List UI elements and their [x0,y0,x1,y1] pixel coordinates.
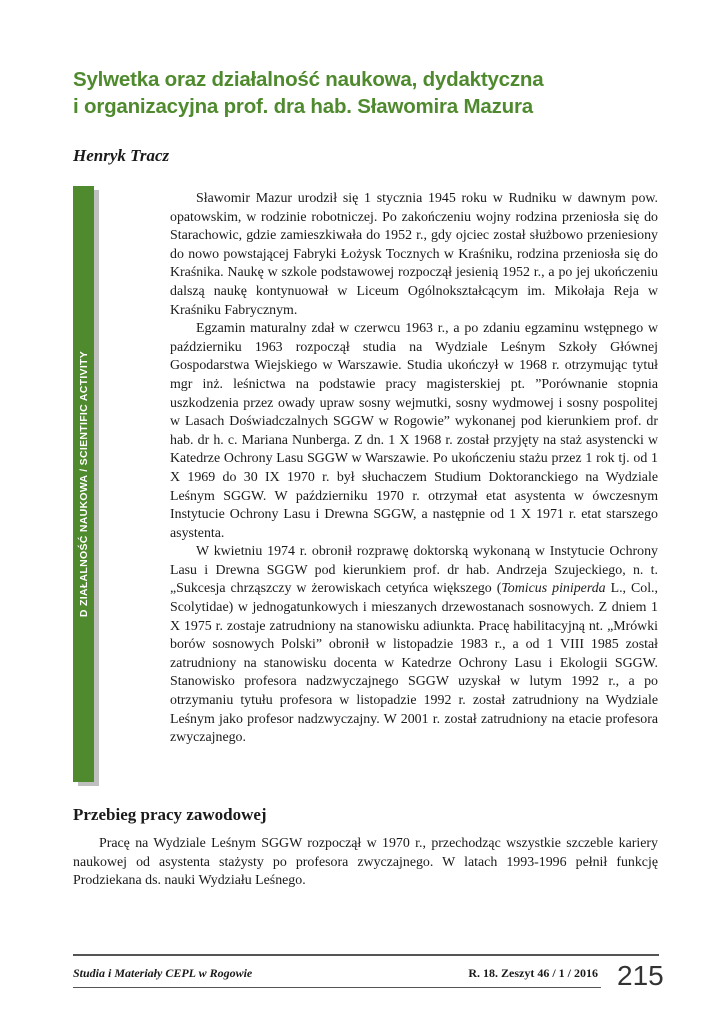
journal-name: Studia i Materiały CEPL w Rogowie [73,966,253,980]
paragraph-career-part-1: W kwietniu 1974 r. obronił rozprawę doktorską wykonaną w Instytucie Ochrony Lasu i Drewna SGGW pod kierunkiem prof. dr hab. Andrzeja Szujeckiego, n. t. „Sukcesja chrząszczy w żerowiskach cetyńca większego ( [170,544,658,597]
paragraph-early-life: Sławomir Mazur urodził się 1 stycznia 1945 roku w Rudniku w dawnym pow. opatowskim, w rodzinie robotniczej. Po zakończeniu wojny rodzina przeniosła się do Starachowic, gdzie zamieszkiwała do 1952 r., gdy ojciec został służbowo przeniesiony do nowo powstającej Fabryki Łożysk Tocznych w Kraśniku, rodzina przeniosła się do Kraśnika. Naukę w szkole podstawowej rozpoczął jesienią 1952 r., a po jej ukończeniu dalszą naukę kontynuował w Liceum Ogólnokształcącym im. Mikołaja Reja w Kraśniku Fabrycznym. [170,191,658,318]
article-title [73,66,673,120]
author-name: Henryk Tracz [73,146,170,165]
paragraph-professional-work: Pracę na Wydziale Leśnym SGGW rozpoczął w 1970 r., przechodząc wszystkie szczeble kariery naukowej od asystenta stażysty po profesora zwyczajnego. W latach 1993-1996 pełnił funkcję Prodziekana ds. nauki Wydziału Leśnego. [73,836,658,889]
section-sidebar-tab [73,186,94,782]
paragraph-career [170,543,658,748]
footer-divider-top [73,954,659,956]
issue-info: R. 18. Zeszyt 46 / 1 / 2016 [468,966,598,980]
footer-divider-bottom [73,987,601,988]
article-title-line-2: i organizacyjna prof. dra hab. Sławomira Mazura [73,95,533,118]
paragraph-career-part-2: L., Col., Scolytidae) w jednogatunkowych i mieszanych drzewostanach sosnowych. Z dniem 1 X 1975 r. zostaje zatrudniony na stanowisku adiunkta. Pracę habilitacyjną nt. „Mrówki borów sosnowych Polski” obronił w listopadzie 1983 r., a od 1 VIII 1985 został zatrudniony na stanowisku docenta w Katedrze Ochrony Lasu i Ekologii SGGW. Stanowisko profesora nadzwyczajnego SGGW uzyskał w lutym 1992 r., a po otrzymaniu tytułu profesora w listopadzie 1992 r. został zatrudniony na Wydziale Leśnym jako profesor nadzwyczajny. W 2001 r. został zatrudniony na etacie profesora zwyczajnego. [170,581,658,746]
paragraph-education: Egzamin maturalny zdał w czerwcu 1963 r., a po zdaniu egzaminu wstępnego w październiku 1963 rozpoczął studia na Wydziale Leśnym Szkoły Głównej Gospodarstwa Wiejskiego w Warszawie. Studia ukończył w 1968 r. otrzymując tytuł mgr inż. leśnictwa na podstawie pracy magisterskiej pt. ”Porównanie stopnia uszkodzenia przez owady upraw sosny wejmutki, sosny wydmowej i sosny pospolitej w Lasach Doświadczalnych SGGW w Rogowie” wykonanej pod kierunkiem prof. dr hab. dr h. c. Mariana Nunberga. Z dn. 1 X 1968 r. został przyjęty na staż asystencki w Katedrze Ochrony Lasu SGGW w Warszawie. Po ukończeniu stażu przez 1 rok tj. od 1 X 1969 do 30 IX 1970 r. był słuchaczem Studium Doktoranckiego na Wydziale Leśnym SGGW. W październiku 1970 r. otrzymał etat asystenta w ówczesnym Instytucie Ochrony Lasu i Drewna SGGW, a następnie od 1 X 1971 r. etat starszego asystenta. [170,321,658,541]
page-number: 215 [617,960,664,991]
species-name: Tomicus piniperda [501,581,606,597]
article-title-line-1: Sylwetka oraz działalność naukowa, dydaktyczna [73,68,544,91]
article-body [170,190,658,748]
section-heading: Przebieg pracy zawodowej [73,805,267,824]
section-body [73,835,658,891]
sidebar-label: D ZIAŁALNOŚĆ NAUKOWA / SCIENTIFIC ACTIVITY [77,350,90,618]
